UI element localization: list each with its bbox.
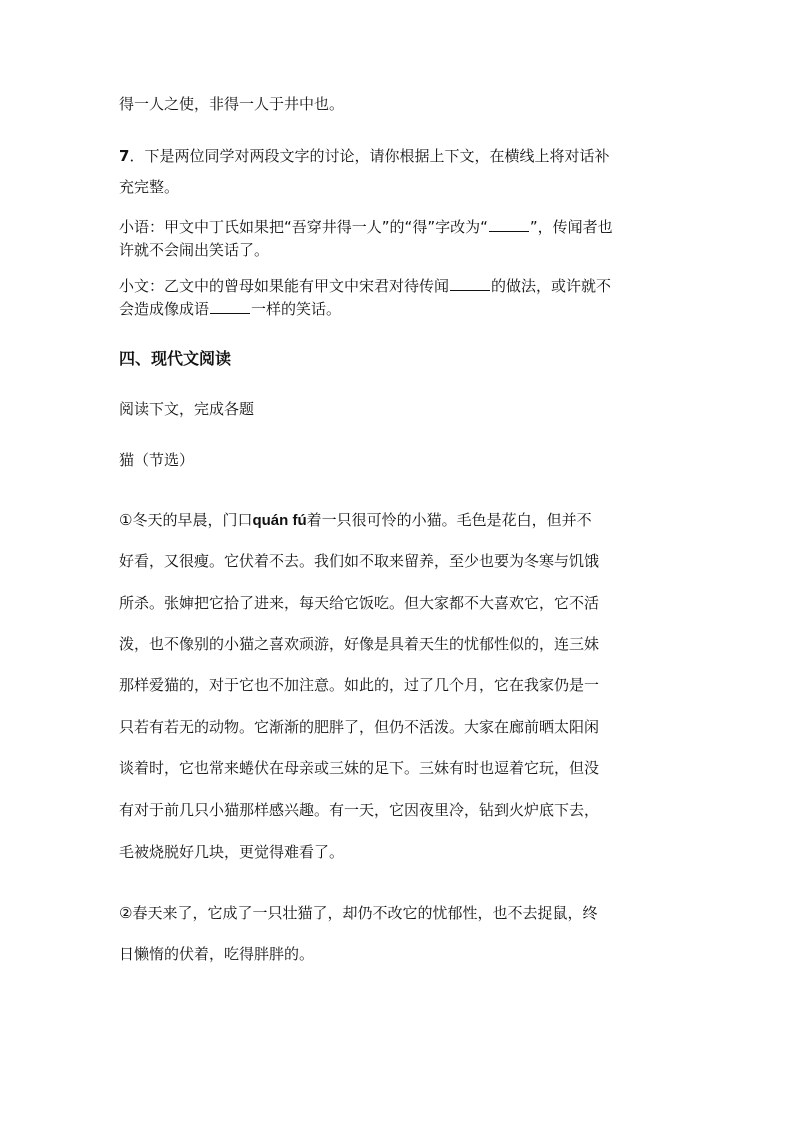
question7-number: 7 xyxy=(119,147,130,165)
xiaoyu-text-a: 小语：甲文中丁氏如果把“吾穿井得一人”的“得”字改为“ xyxy=(119,218,488,236)
question7-prompt-text: ．下是两位同学对两段文字的讨论，请你根据上下文，在横线上将对话补 xyxy=(129,147,610,165)
xiaoyu-dialogue-line2: 许就不会闹出笑话了。 xyxy=(119,241,270,259)
question7-prompt-line2: 充完整。 xyxy=(119,178,180,196)
reading-instruction: 阅读下文，完成各题 xyxy=(119,400,255,418)
xiaowen-text-c: 会造成像成语 xyxy=(119,300,210,318)
passage-title: 猫（节选） xyxy=(119,451,195,469)
para1-line5: 那样爱猫的，对于它也不加注意。如此的，过了几个月，它在我家仍是一 xyxy=(119,676,600,694)
para1-line3: 所杀。张婶把它拾了进来，每天给它饭吃。但大家都不大喜欢它，它不活 xyxy=(119,594,600,612)
para1-line7: 谈着时，它也常来蜷伏在母亲或三妹的足下。三妹有时也逗着它玩，但没 xyxy=(119,759,600,777)
section-heading: 四、现代文阅读 xyxy=(119,349,232,368)
pinyin-blank: quán fú xyxy=(252,512,307,529)
para1-line1 xyxy=(119,510,592,531)
para1-line2: 好看，又很瘦。它伏着不去。我们如不取来留养，至少也要为冬寒与饥饿 xyxy=(119,552,600,570)
xiaowen-text-d: 一样的笑话。 xyxy=(251,300,342,318)
para2-line1: ②春天来了，它成了一只壮猫了，却仍不改它的忧郁性，也不去捉鼠，终 xyxy=(119,904,598,922)
xiaoyu-text-b: ”，传闻者也 xyxy=(529,218,613,236)
answer-blank-3[interactable] xyxy=(210,301,250,314)
xiaowen-text-b: 的做法，或许就不 xyxy=(491,277,612,295)
question7-prompt-line1 xyxy=(119,146,609,166)
para1-line4: 泼，也不像别的小猫之喜欢顽游，好像是具着天生的忧郁性似的，连三妹 xyxy=(119,635,600,653)
para1-text-a: ①冬天的早晨，门口 xyxy=(119,511,253,529)
answer-blank-2[interactable] xyxy=(450,278,490,291)
xiaowen-dialogue-line2 xyxy=(119,299,341,319)
answer-blank-1[interactable] xyxy=(489,219,529,232)
para2-line2: 日懒惰的伏着，吃得胖胖的。 xyxy=(119,945,315,963)
xiaoyu-dialogue-line1 xyxy=(119,217,613,237)
xiaowen-dialogue-line1 xyxy=(119,276,611,296)
para1-line8: 有对于前几只小猫那样感兴趣。有一天，它因夜里冷，钻到火炉底下去， xyxy=(119,801,600,819)
para1-text-b: 着一只很可怜的小猫。毛色是花白，但并不 xyxy=(306,511,592,529)
question6-answer-tail: 得一人之使，非得一人于井中也。 xyxy=(119,95,345,113)
para1-line9: 毛被烧脱好几块，更觉得难看了。 xyxy=(119,843,345,861)
para1-line6: 只若有若无的动物。它渐渐的肥胖了，但仍不活泼。大家在廊前晒太阳闲 xyxy=(119,718,600,736)
xiaowen-text-a: 小文：乙文中的曾母如果能有甲文中宋君对待传闻 xyxy=(119,277,450,295)
